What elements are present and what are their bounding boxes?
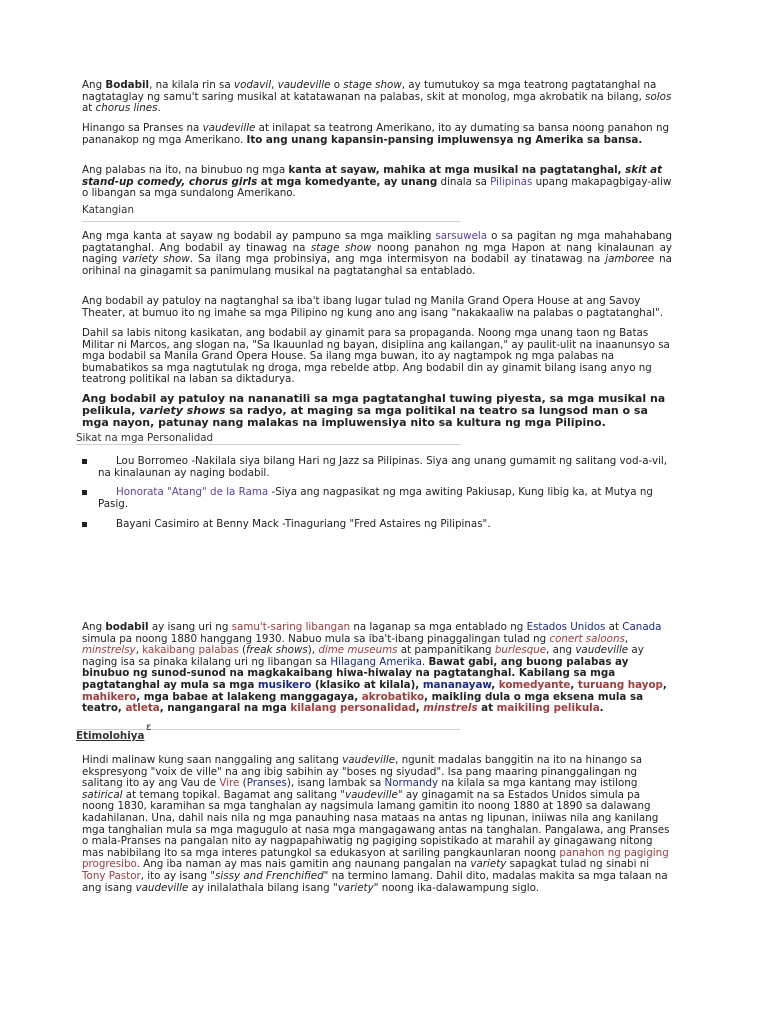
venues-paragraph: Ang bodabil ay patuloy na nagtanghal sa iba't ibang lugar tulad ng Manila Grand Opera House at ang Savoy Theater, at bumuo ito ng imahe sa mga Pilipino ng kung ano ang isang "nakakaaliw na palabas o pagtatanghal". [82, 295, 663, 319]
link-hilagang-amerika[interactable]: Hilagang Amerika [330, 655, 422, 668]
text-run: , [271, 79, 278, 91]
term-variety: variety [337, 881, 374, 894]
section-divider [82, 221, 460, 222]
text-run: Ang [82, 621, 106, 633]
text-run: Ang mga kanta at sayaw ng bodabil ay pampuno sa mga maikling [82, 230, 436, 242]
bullet-icon [82, 522, 87, 527]
link-samu-t-saring-libangan[interactable]: samu't-saring libangan [231, 621, 351, 633]
text-run: noong panahon ng mga Hapon at nang kinalaunan ay naging [82, 241, 673, 266]
term-vaudeville: vaudeville [277, 79, 331, 91]
emphasis-text: Ito ang unang kapansin-pansing impluwensya ng Amerika sa bansa. [246, 133, 643, 146]
text-run: at [82, 102, 96, 115]
text-run: . Sa ilang mga probinsiya, ang mga intermisyon na bodabil ay tinatawag na [189, 253, 606, 266]
text-run: , ay tumutukoy sa mga teatrong pagtatanghal na nagtataglay ng samu't saring musikal at katatawanan na palabas, skit at monolog, mga akrobatik na bilang, [82, 79, 657, 103]
term-stage-show: stage show [343, 79, 402, 91]
text-run: Hindi malinaw kung saan nanggaling ang salitang [82, 754, 343, 766]
legacy-paragraph [82, 393, 672, 428]
list-item-text [98, 487, 672, 510]
link-musikero[interactable]: musikero [257, 678, 312, 691]
text-run: , na kilala rin sa [149, 79, 234, 91]
emphasis-text: , [415, 702, 424, 715]
section-heading-personalities: Sikat na mga Personalidad [76, 432, 214, 444]
text-run: " ay ginagamit na sa Estados Unidos simula pa noong 1830, karamihan sa mga tanghalan ay nagsimula lamang gamitin ito noong 1880 at 1890 sa dalawang kadahilanan. Una, dahil nais nila ng mga panauhing nasa mataas na antas ng lipunan, iniiwas nila ang kanilang mga tanghalian mula sa mga magugulo at nasa mga mangagawang antas na tanghalan. Pangalawa, ang Pranses o mala-Pranses na pangalan nito ay nagpapahiwatig ng pagiging sopistikado at marahil ay ginagawang nitong mas nabibilang ito sa mga interes patungkol sa edukasyon at sariling pangkaunlaran noong [82, 788, 670, 859]
text-run: ), [307, 644, 319, 657]
link-sarsuwela[interactable]: sarsuwela [435, 230, 488, 242]
emphasis-text: kanta at sayaw, mahika at mga musikal na pagtatanghal, [288, 164, 626, 176]
text-run: at inilapat sa teatrong Amerikano, ito ay dumating sa bansa noong panahon ng pananakop ng mga Amerikano. [82, 122, 670, 146]
text-run: na laganap sa mga entablado ng [350, 621, 527, 633]
section-divider [76, 444, 460, 445]
text-run: Ang bodabil ay patuloy na nananatili sa mga pagtatanghal tuwing piyesta, sa mga musikal na pelikula, [82, 392, 666, 417]
term-vaudeville: vaudeville [135, 881, 189, 894]
term-satirical: satirical [82, 788, 123, 801]
section-heading-katangian: Katangian [82, 204, 134, 216]
link-mahikero[interactable]: mahikero [82, 690, 137, 703]
text-run: " na termino lamang. Dahil dito, madalas makita sa mga talaan na ang isang [82, 869, 668, 894]
etymology-paragraph [82, 755, 672, 894]
link-vire[interactable]: Vire [219, 777, 240, 790]
text-run: , ngunit madalas banggitin na ito na hinango sa ekspresyong "voix de ville" na ang ibig sabihin ay "boses ng siyudad". Isa pang maaring pinanggalingan ng salitang ito ay ang Vau de [82, 754, 643, 790]
text-run: ( [239, 777, 247, 790]
intro-paragraph [82, 80, 672, 115]
text-run: Lou Borromeo -Nakilala siya bilang Hari ng Jazz sa Pilipinas. Siya ang unang gumamit ng salitang vod-a-vil, na kinalaunan ay naging bodabil. [98, 455, 668, 479]
link-kakaibang-palabas[interactable]: kakaibang palabas [142, 644, 239, 657]
text-run: Ang [82, 79, 106, 91]
text-run: upang makapagbigay-aliw o libangan sa mga sundalong Amerikano. [82, 175, 672, 200]
text-run: ( [238, 644, 247, 657]
text-run: . Ang iba naman ay mas nais gamitin ang naunang pangalan na [136, 858, 471, 871]
text-run: Bayani Casimiro at Benny Mack -Tinaguriang "Fred Astaires ng Pilipinas". [116, 518, 491, 530]
us-vaudeville-paragraph [82, 622, 672, 715]
emphasis-text: , nangangaral na mga [159, 702, 291, 715]
emphasis-text: (klasiko at kilala), [311, 678, 423, 691]
text-run: , [135, 644, 143, 657]
link-turuang-hayop[interactable]: turuang hayop [577, 678, 663, 691]
etymology-marker: ε [146, 722, 152, 733]
section-divider [76, 729, 460, 730]
emphasis-text: , [491, 678, 499, 691]
link-conert-saloons[interactable]: conert saloons [549, 632, 625, 645]
text-run: at [605, 621, 623, 633]
link-atleta[interactable]: atleta [125, 702, 160, 715]
link-minstrelsy[interactable]: minstrelsy [82, 644, 136, 657]
text-run: na kilala sa mga kantang may istilong [438, 777, 638, 790]
term-vaudeville: vaudeville [202, 122, 256, 134]
emphasis-text: Bawat gabi, ang buong palabas ay binubuo ng sunod-sunod na magkakaibang hiwa-hiwalay na pagtatanghal. Kabilang sa mga pagtatanghal ay mula sa mga [82, 655, 629, 691]
emphasis-text: , mga babae at lalakeng manggagaya, [136, 690, 362, 703]
text-run: sa radyo, at maging sa mga politikal na teatro sa lungsod man o sa mga nayon, patunay nang malakas na impluwensiya nito sa kultura ng mga Pilipino. [82, 403, 648, 429]
text-run: na orihinal na ginagamit sa panimulang musikal na pagtatanghal sa entablado. [82, 253, 672, 277]
link-akrobatiko[interactable]: akrobatiko [361, 690, 425, 703]
link-maikiling-pelikula[interactable]: maikiling pelikula [496, 702, 600, 715]
text-run: ay isang uri ng [148, 621, 232, 633]
characteristics-paragraph [82, 231, 672, 277]
emphasis-text: at mga komedyante, ay unang [257, 175, 438, 188]
term-variety-shows: variety shows [139, 403, 226, 417]
text-run: at temang topikal. Bagamat ang salitang " [122, 788, 346, 801]
term-sissy-and-frenchified: sissy and Frenchified [215, 869, 324, 882]
emphasis-text: , [662, 678, 667, 691]
link-minstrels[interactable]: minstrels [423, 702, 478, 715]
link-estados-unidos[interactable]: Estados Unidos [526, 621, 606, 633]
term-bodabil: bodabil [105, 621, 149, 633]
list-item-text [98, 519, 672, 531]
text-run: . [157, 102, 161, 115]
text-run: -Siya ang nagpasikat ng mga awiting Pakiusap, Kung Iibig ka, at Mutya ng Pasig. [98, 486, 653, 510]
text-run: o [330, 79, 344, 91]
term-vaudeville: vaudeville [575, 644, 629, 657]
text-run: , ito ay isang " [140, 869, 216, 882]
text-run: ay naging isa sa pinaka kilalang uri ng libangan sa [82, 644, 644, 668]
term-solos: solos [645, 90, 672, 103]
bullet-icon [82, 459, 87, 464]
link-dime-museums[interactable]: dime museums [318, 644, 398, 657]
text-run: . [421, 655, 429, 668]
propaganda-paragraph: Dahil sa labis nitong kasikatan, ang bodabil ay ginamit para sa propaganda. Noong mga unang taon ng Batas Militar ni Marcos, ang slogan na, "Sa Ikauunlad ng bayan, disiplina ang kailangan," ay paulit-ulit na inaanunsyo sa mga bodabil sa Manila Grand Opera House. Sa ilang mga buwan, ito ay nagtampok ng mga palabas na bumabatikos sa mga nagtutulak ng droga, mga rebelde atbp. Ang bodabil din ay ginamit bilang isang anyo ng teatrong politikal na laban sa diktadurya. [82, 327, 670, 386]
text-run: , [624, 632, 629, 645]
term-freak-shows: freak shows [246, 644, 308, 657]
link-pranses[interactable]: Pranses [246, 777, 287, 790]
emphasis-italic-text: skit at stand-up comedy, chorus girls [82, 164, 663, 188]
emphasis-text: , [570, 678, 578, 691]
bullet-icon [82, 490, 87, 495]
link-panahon-ng-pagiging-progresibo[interactable]: panahon ng pagiging progresibo [82, 846, 669, 871]
text-run: o sa pagitan ng mga mahahabang pagtatanghal. Ang bodabil ay tinawag na [82, 230, 672, 254]
section-heading-etymology: Etimolohiya [76, 730, 145, 742]
origin-paragraph [82, 123, 672, 146]
term-variety: variety [470, 858, 507, 871]
term-stage-show: stage show [310, 241, 372, 254]
term-vaudeville: vaudeville [345, 788, 398, 801]
link-honorata-de-la-rama[interactable]: Honorata "Atang" de la Rama [116, 486, 269, 498]
list-item-text [98, 456, 672, 479]
link-burlesque[interactable]: burlesque [494, 644, 547, 657]
text-run: Hinango sa Pranses na [82, 122, 203, 134]
link-kilalang-personalidad[interactable]: kilalang personalidad [290, 702, 416, 715]
term-variety-show: variety show [122, 253, 190, 266]
emphasis-text: at [477, 702, 497, 715]
text-run: sapagkat tulad ng sinabi ni [506, 858, 650, 871]
link-normandy[interactable]: Normandy [384, 777, 439, 790]
link-pilipinas[interactable]: Pilipinas [490, 175, 533, 188]
term-jamboree: jamboree [605, 253, 655, 266]
text-run: ), isang lambak sa [286, 777, 385, 790]
text-run: , ang [546, 644, 576, 657]
text-run: dinala sa [437, 175, 491, 188]
text-run: at pampanitikang [397, 644, 495, 657]
link-canada[interactable]: Canada [622, 621, 662, 633]
emphasis-text: . [599, 702, 604, 715]
term-chorus-lines: chorus lines [95, 102, 158, 115]
emphasis-text: , maikling dula o mga eksena mula sa teatro, [82, 690, 644, 715]
show-content-paragraph [82, 165, 672, 200]
term-vodavil: vodavil [234, 79, 272, 91]
text-run: " noong ika-dalawampung siglo. [373, 881, 540, 894]
term-bodabil: Bodabil [105, 79, 150, 91]
text-run: Ang palabas na ito, na binubuo ng mga [82, 164, 289, 176]
link-mananayaw[interactable]: mananayaw [422, 678, 492, 691]
text-run: simula pa noong 1880 hanggang 1930. Nabuo mula sa iba't-ibang pinaggalingan tulad ng [82, 632, 550, 645]
term-vaudeville: vaudeville [342, 754, 396, 766]
link-tony-pastor[interactable]: Tony Pastor [82, 869, 141, 882]
text-run: ay inilalathala bilang isang " [188, 881, 338, 894]
link-komedyante[interactable]: komedyante [498, 678, 571, 691]
